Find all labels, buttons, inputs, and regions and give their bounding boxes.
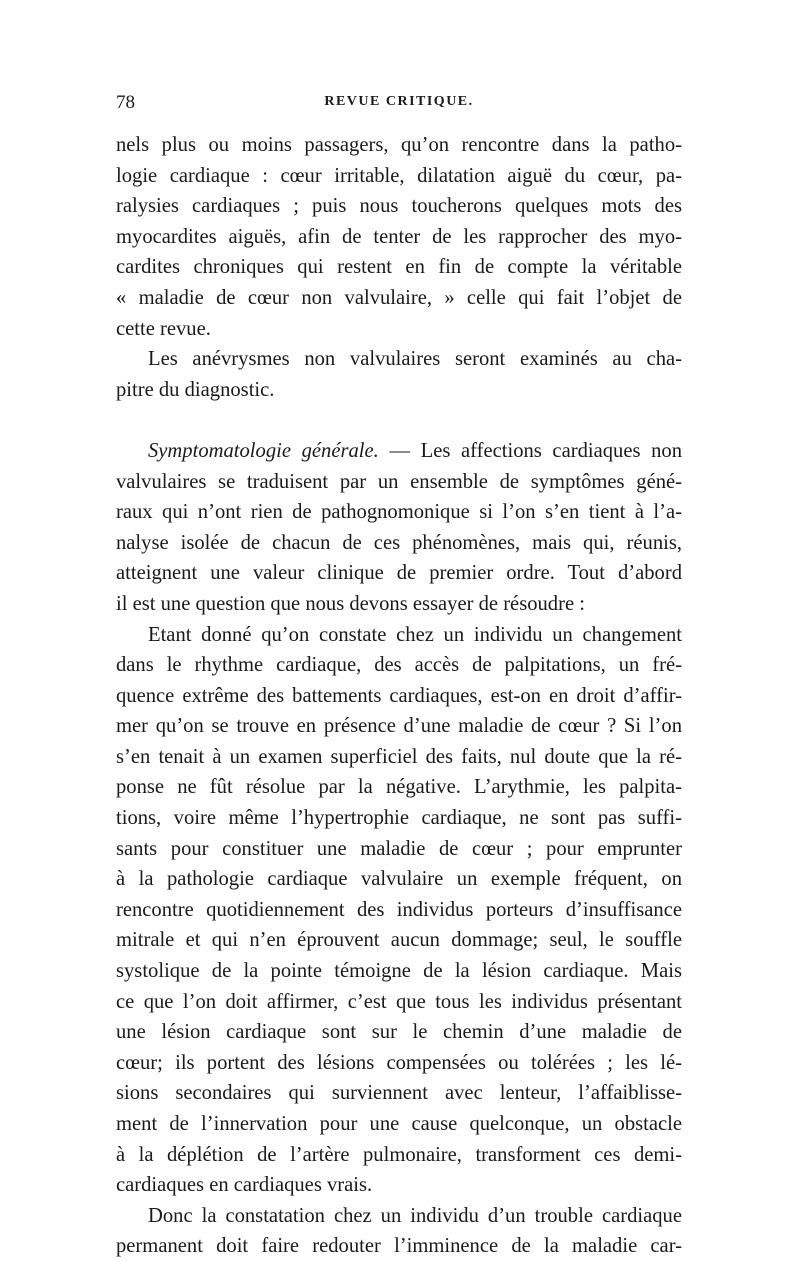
text-line: une lésion cardiaque sont sur le chemin d’une maladie de — [116, 1021, 682, 1044]
text-line: pitre du diagnostic. — [116, 378, 275, 401]
text-line: Etant donné qu’on constate chez un individu un changement — [148, 623, 682, 646]
text-line: ralysies cardiaques ; puis nous toucherons quelques mots des — [116, 195, 682, 218]
text-line: cœur; ils portent des lésions compensées ou tolérées ; les lé- — [116, 1051, 682, 1074]
text-line: dans le rhythme cardiaque, des accès de palpitations, un fré- — [116, 654, 682, 677]
text-line: nels plus ou moins passagers, qu’on rencontre dans la patho- — [116, 134, 682, 156]
page-header — [116, 92, 682, 120]
paragraph-gap — [116, 405, 682, 436]
text-line: ponse ne fût résolue par la négative. L’arythmie, les palpita- — [116, 776, 682, 799]
text-line: rencontre quotidiennement des individus porteurs d’insuffisance — [116, 898, 682, 921]
page-number: 78 — [116, 92, 135, 113]
text-line: cardiaques en cardiaques vrais. — [116, 1174, 373, 1197]
text-line: Les anévrysmes non valvulaires seront examinés au cha- — [148, 348, 682, 371]
text-line: valvulaires se traduisent par un ensemble de symptômes géné- — [116, 470, 682, 493]
text-line: sions secondaires qui surviennent avec lenteur, l’affaiblisse- — [116, 1082, 682, 1105]
text-line: raux qui n’ont rien de pathognomonique si l’on s’en tient à l’a- — [116, 501, 682, 524]
text-line: à la déplétion de l’artère pulmonaire, transforment ces demi- — [116, 1143, 682, 1166]
text-line: nalyse isolée de chacun de ces phénomènes, mais qui, réunis, — [116, 531, 682, 554]
text-line: à la pathologie cardiaque valvulaire un exemple fréquent, on — [116, 868, 682, 891]
text-line: mitrale et qui n’en éprouvent aucun dommage; seul, le souffle — [116, 929, 682, 952]
text-line: Donc la constatation chez un individu d’un trouble cardiaque — [148, 1204, 682, 1227]
text-line: tions, voire même l’hypertrophie cardiaque, ne sont pas suffi- — [116, 807, 682, 830]
running-head: REVUE CRITIQUE. — [324, 94, 474, 109]
section-heading-continuation: — Les affections cardiaques non — [389, 439, 682, 462]
text-line: cardites chroniques qui restent en fin de compte la véritable — [116, 256, 682, 279]
text-line: myocardites aiguës, afin de tenter de les rapprocher des myo- — [116, 225, 682, 248]
section-heading-line — [116, 436, 682, 467]
section-heading: Symptomatologie générale. — [148, 439, 379, 462]
text-line: s’en tenait à un examen superficiel des faits, nul doute que la ré- — [116, 745, 682, 768]
text-line: mer qu’on se trouve en présence d’une maladie de cœur ? Si l’on — [116, 715, 682, 738]
body-text — [116, 130, 682, 1262]
text-line: « maladie de cœur non valvulaire, » celle qui fait l’objet de — [116, 286, 682, 309]
text-line: cette revue. — [116, 317, 211, 340]
text-line: atteignent une valeur clinique de premier ordre. Tout d’abord — [116, 562, 682, 585]
text-line: ce que l’on doit affirmer, c’est que tous les individus présentant — [116, 990, 682, 1013]
text-line: systolique de la pointe témoigne de la lésion cardiaque. Mais — [116, 960, 682, 983]
text-line: sants pour constituer une maladie de cœur ; pour emprunter — [116, 837, 682, 860]
text-line: permanent doit faire redouter l’imminence de la maladie car- — [116, 1235, 682, 1258]
text-line: il est une question que nous devons essayer de résoudre : — [116, 592, 585, 615]
text-line: logie cardiaque : cœur irritable, dilatation aiguë du cœur, pa- — [116, 164, 682, 187]
text-line: ment de l’innervation pour une cause quelconque, un obstacle — [116, 1113, 682, 1135]
text-line: quence extrême des battements cardiaques, est-on en droit d’affir- — [116, 684, 682, 707]
